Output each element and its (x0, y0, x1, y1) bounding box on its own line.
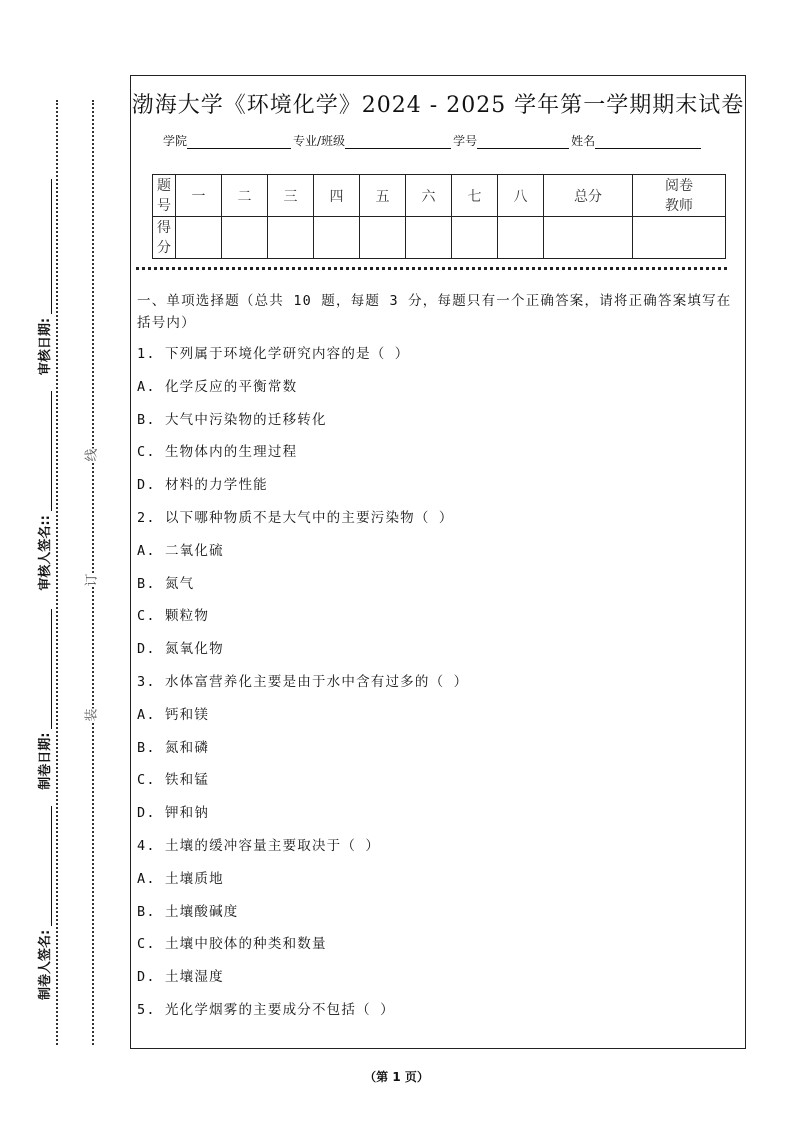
col-header: 七 (452, 175, 498, 217)
question-stem: 4. 土壤的缓冲容量主要取决于（ ） (137, 837, 381, 854)
major-class-field[interactable] (345, 136, 451, 149)
question-stem: 3. 水体富营养化主要是由于水中含有过多的（ ） (137, 673, 469, 690)
col-header-total: 总分 (544, 175, 633, 217)
binding-margin (34, 90, 54, 1050)
answer-option: D. 材料的力学性能 (137, 477, 268, 494)
answer-option: B. 氮和磷 (137, 739, 210, 756)
col-header: 一 (176, 175, 222, 217)
answer-option: C. 生物体内的生理过程 (137, 444, 298, 461)
maker-date-label: 制卷日期: (38, 732, 53, 790)
score-cell[interactable] (360, 217, 406, 259)
col-header: 三 (268, 175, 314, 217)
answer-option: D. 土壤湿度 (137, 969, 224, 986)
answer-option: C. 土壤中胶体的种类和数量 (137, 936, 327, 953)
reviewer-sign-label: 审核人签名:: (38, 515, 53, 591)
col-header: 四 (314, 175, 360, 217)
name-label: 姓名 (571, 134, 596, 148)
page-number: （第 1 页） (364, 1070, 429, 1084)
col-header: 六 (406, 175, 452, 217)
col-header: 二 (222, 175, 268, 217)
dotted-separator (136, 267, 727, 270)
binding-char-ding: 订 (84, 573, 100, 587)
answer-option: B. 大气中污染物的迁移转化 (137, 411, 327, 428)
score-cell[interactable] (406, 217, 452, 259)
answer-option: B. 氮气 (137, 575, 195, 592)
student-id-label: 学号 (453, 134, 478, 148)
score-cell[interactable] (498, 217, 544, 259)
question-stem: 2. 以下哪种物质不是大气中的主要污染物（ ） (137, 509, 454, 526)
maker-sign-label: 制卷人签名: (38, 929, 53, 1000)
score-cell[interactable] (222, 217, 268, 259)
score-cell[interactable] (452, 217, 498, 259)
cut-line-outer (56, 100, 58, 1045)
question-stem: 5. 光化学烟雾的主要成分不包括（ ） (137, 1001, 395, 1018)
binding-char-zhuang: 装 (84, 708, 100, 722)
score-cell[interactable] (314, 217, 360, 259)
answer-option: A. 二氧化硫 (137, 542, 224, 559)
major-class-label: 专业/班级 (293, 134, 346, 148)
col-header-reviewer: 阅卷 教师 (633, 175, 726, 217)
answer-option: C. 铁和锰 (137, 772, 210, 789)
review-date-field[interactable] (41, 179, 52, 314)
name-field[interactable] (595, 136, 701, 149)
question-stem: 1. 下列属于环境化学研究内容的是（ ） (137, 346, 410, 362)
row-label-score: 得 分 (153, 217, 176, 259)
exam-frame (130, 75, 746, 1049)
question-number-row (153, 175, 726, 217)
college-label: 学院 (163, 134, 188, 148)
reviewer-sign-field[interactable] (41, 391, 52, 511)
question-list (137, 343, 737, 1032)
section-heading: 一、单项选择题（总共 10 题，每题 3 分，每题只有一个正确答案，请将正确答案填写在括号内） (137, 293, 732, 331)
col-header: 八 (498, 175, 544, 217)
answer-option: A. 钙和镁 (137, 706, 210, 723)
score-cell[interactable] (176, 217, 222, 259)
answer-option: A. 土壤质地 (137, 870, 224, 887)
student-id-field[interactable] (477, 136, 569, 149)
review-date-label: 审核日期: (38, 317, 53, 376)
exam-title: 渤海大学《环境化学》2024 - 2025 学年第一学期期末试卷 (131, 93, 745, 118)
maker-date-field[interactable] (41, 609, 52, 729)
reviewer-cell[interactable] (633, 217, 726, 259)
score-cell-total[interactable] (544, 217, 633, 259)
score-row (153, 217, 726, 259)
col-header: 五 (360, 175, 406, 217)
row-label-question: 题 号 (153, 175, 176, 217)
answer-option: B. 土壤酸碱度 (137, 903, 239, 920)
score-cell[interactable] (268, 217, 314, 259)
answer-option: D. 氮氧化物 (137, 641, 224, 658)
binding-char-xian: 线 (84, 448, 100, 462)
answer-option: A. 化学反应的平衡常数 (137, 378, 298, 395)
question-section (137, 290, 737, 1032)
answer-option: D. 钾和钠 (137, 805, 210, 822)
student-info (163, 132, 703, 149)
college-field[interactable] (187, 136, 291, 149)
maker-sign-field[interactable] (41, 806, 52, 926)
answer-option: C. 颗粒物 (137, 608, 210, 625)
score-table (152, 174, 726, 259)
